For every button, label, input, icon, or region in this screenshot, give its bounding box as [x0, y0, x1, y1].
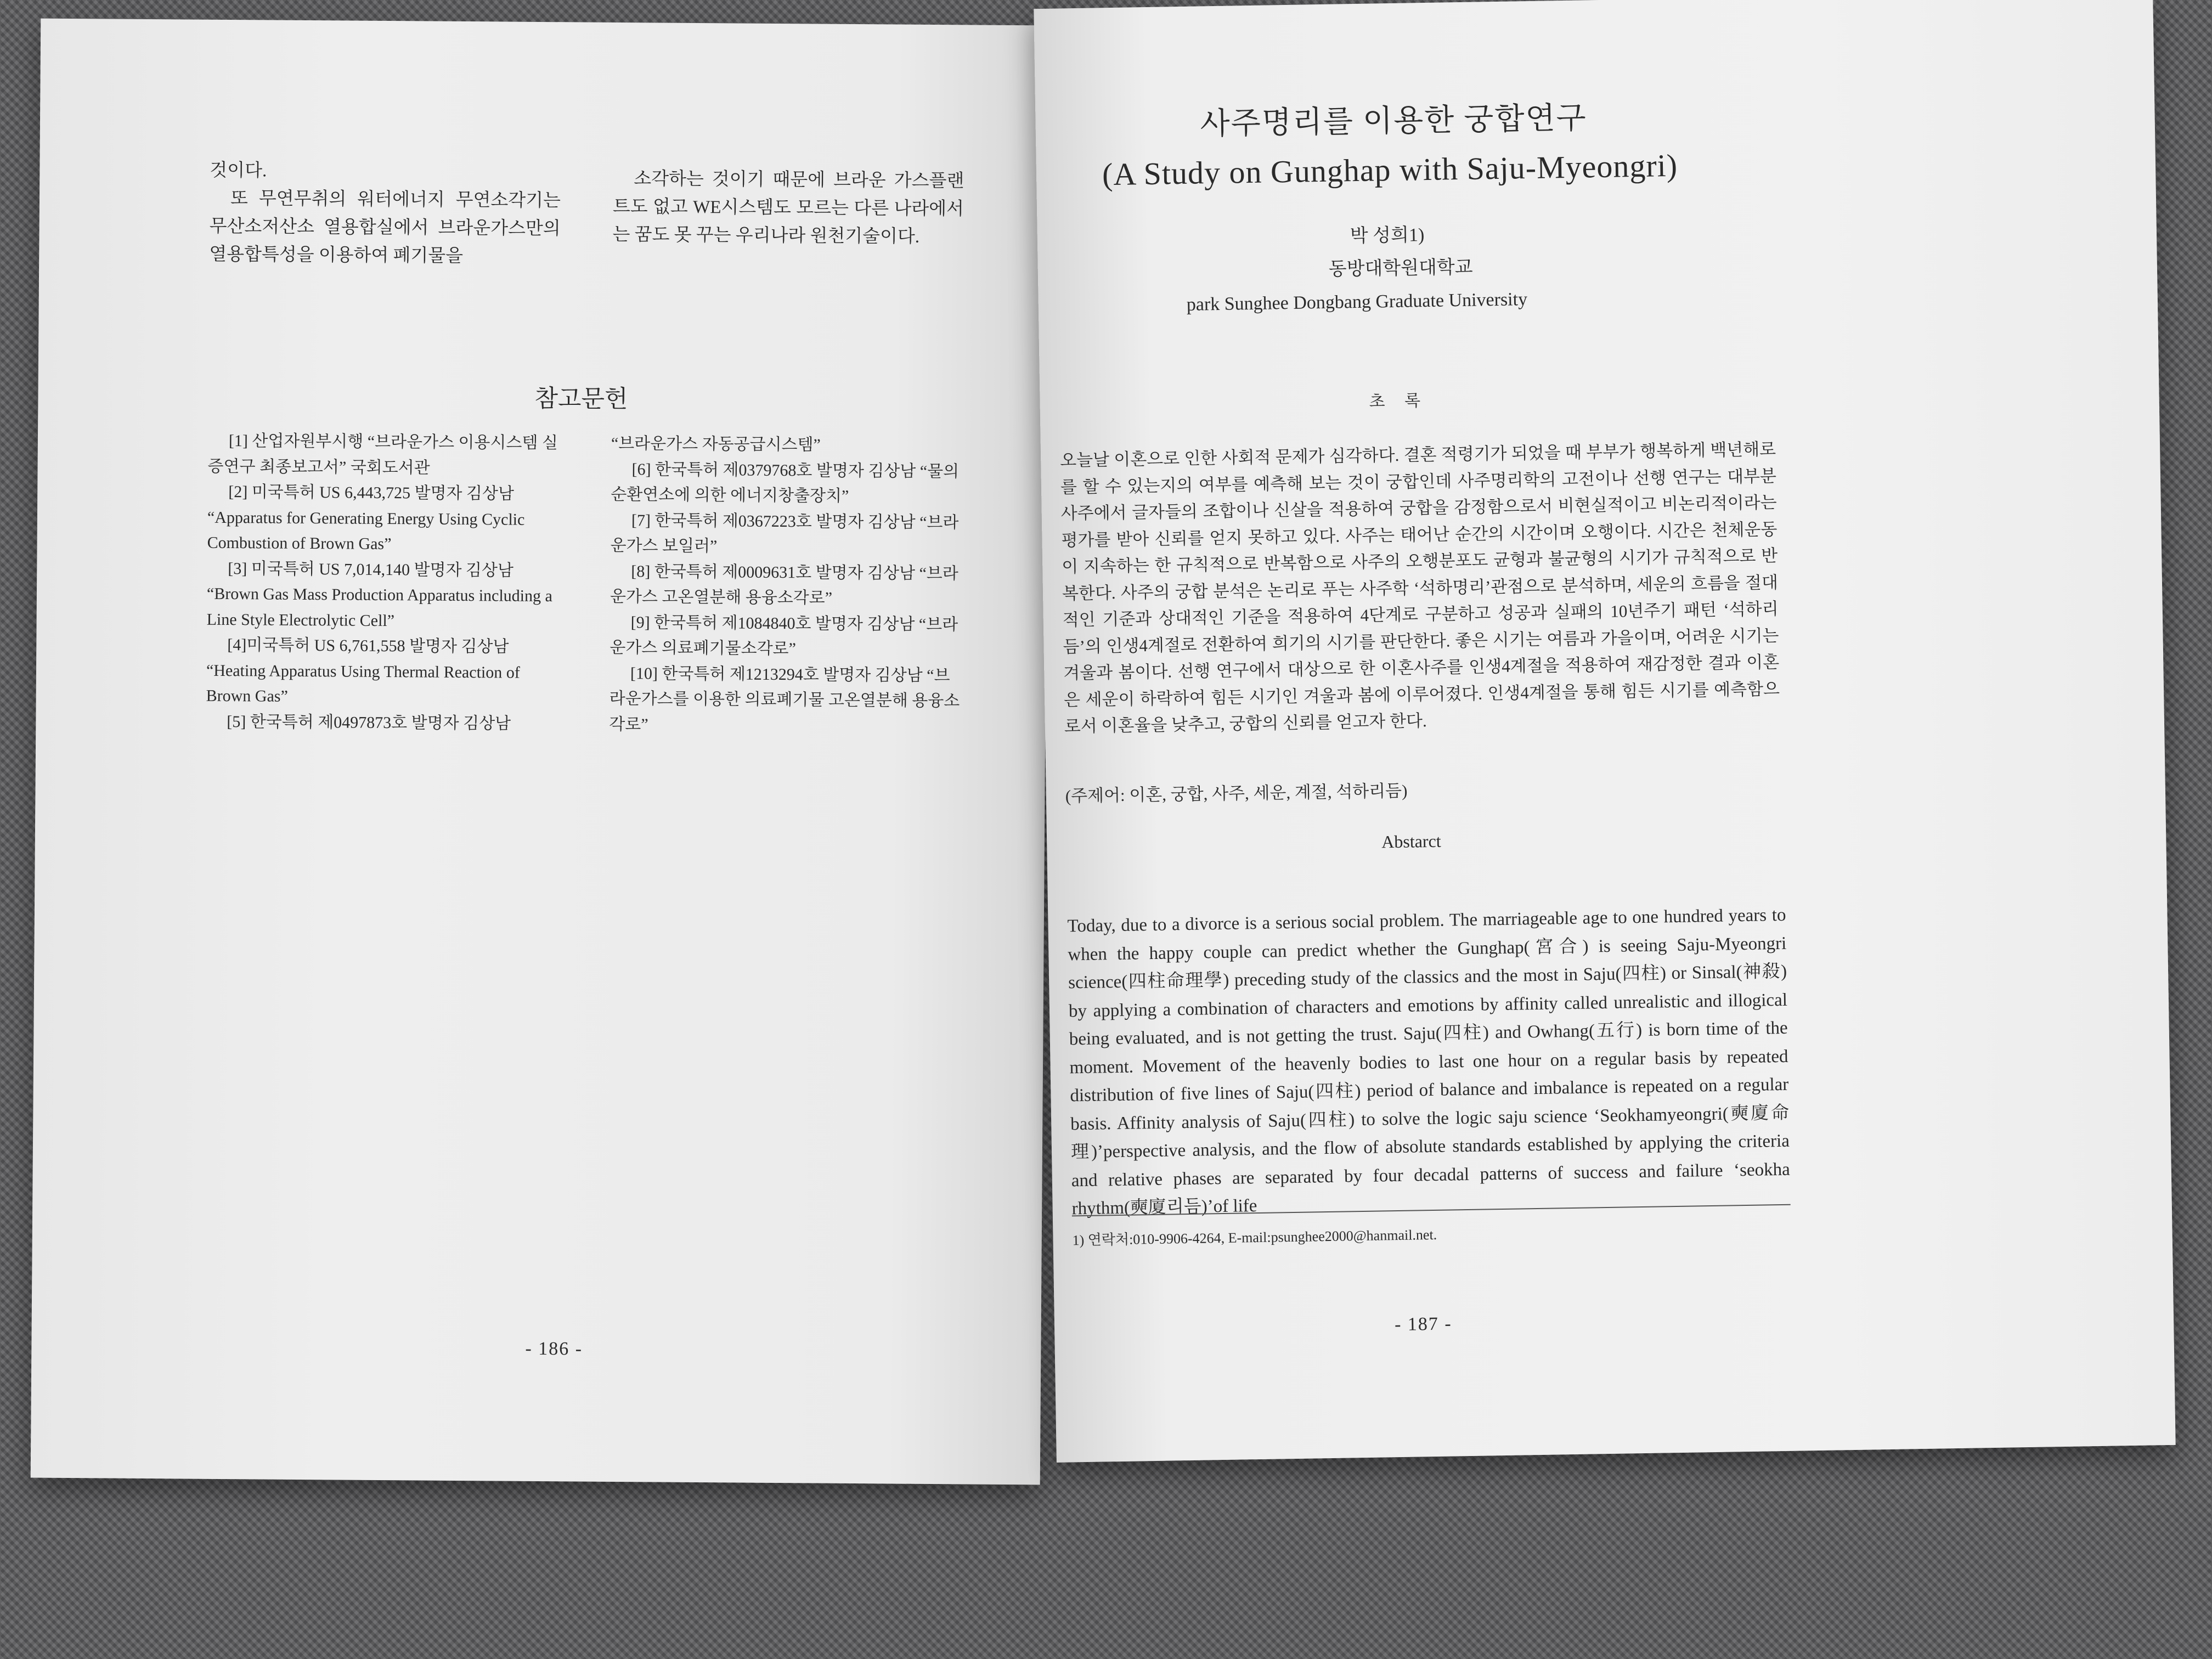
affiliation: 동방대학원대학교: [1328, 257, 1473, 280]
abstract-kr: [1060, 436, 1780, 740]
author-name: 박 성희1): [1350, 225, 1425, 247]
abstract-kr-heading: 초 록: [1369, 391, 1429, 411]
right-page: [1034, 0, 2175, 1463]
references-col1: [206, 428, 559, 737]
reference-item: [4]미국특허 US 6,761,558 발명자 김상남 “Heating Apparatus Using Thermal Reaction of Brown Gas”: [206, 636, 520, 706]
affiliation-english: park Sunghee Dongbang Graduate University: [1186, 289, 1528, 315]
left-body-col2: [612, 165, 964, 251]
footnote: 1) 연락처:010-9906-4264, E-mail:psunghee2000@hanmail.net.: [1072, 1226, 1437, 1249]
reference-item: [5] 한국특허 제0497873호 발명자 김상남: [227, 712, 511, 733]
references-col2: [609, 431, 962, 740]
references-heading: 참고문헌: [534, 385, 628, 413]
page-number: - 187 -: [1394, 1313, 1453, 1335]
paper-title: 사주명리를 이용한 궁합연구: [1200, 101, 1588, 142]
reference-item: “브라운가스 자동공급시스템”: [611, 434, 821, 454]
reference-item: [10] 한국특허 제1213294호 발명자 김상남 “브라운가스를 이용한 의료폐기물 고온열분해 용융소각로”: [609, 664, 960, 733]
body-text: 소각하는 것이기 때문에 브라운 가스플랜트도 없고 WE시스템도 모르는 다른 나라에서는 꿈도 못 꾸는 우리나라 원천기술이다.: [612, 169, 964, 247]
abstract-en: [1067, 883, 1791, 1242]
reference-item: [7] 한국특허 제0367223호 발명자 김상남 “브라운가스 보일러”: [610, 511, 959, 556]
reference-item: [3] 미국특허 US 7,014,140 발명자 김상남 “Brown Gas Mass Production Apparatus including a Line Style Electrolytic Cell”: [206, 559, 553, 630]
abstract-en-text: Today, due to a divorce is a serious social problem. The marriageable age to one hundred years to when the happy couple can predict whether the Gunghap(宮合) is seeing Saju-Myeongri science(四柱命理學) preceding study of the classics and the most in Saju(四柱) or Sinsal(神殺) by applying a combination of characters and emotions by affinity called unrealistic and illogical being evaluated, and is not getting the trust. Saju(四柱) and Owhang(五行) is born time of the moment. Movement of the heavenly bodies to last one hour on a regular basis by repeated distribution of five lines of Saju(四柱) period of balance and imbalance is repeated on a regular basis. Affinity analysis of Saju(四柱) to solve the logic saju science ‘Seokhamyeongri(奭廈命理)’perspective analysis, and the flow of absolute standards established by applying the criteria and relative phases are separated by four decadal patterns of success and failure ‘seokha rhythm(奭廈리듬)’of life: [1067, 905, 1790, 1219]
paper-title-english: (A Study on Gunghap with Saju-Myeongri): [1102, 147, 1678, 193]
reference-item: [1] 산업자원부시행 “브라운가스 이용시스템 실증연구 최종보고서” 국회도서관: [207, 432, 558, 477]
abstract-kr-text: 오늘날 이혼으로 인한 사회적 문제가 심각하다. 결혼 적령기가 되었을 때 부부가 행복하게 백년해로를 할 수 있는지의 여부를 예측해 보는 것이 궁합인데 사주명리학의 고전이나 선행 연구는 대부분 사주에서 글자들의 조합이나 신살을 적용하여 궁합을 감정함으로서 비현실적이고 비논리적이라는 평가를 받아 신뢰를 얻지 못하고 있다. 사주는 태어난 순간의 시간이며 오행이다. 시간은 천체운동이 지속하는 한 규칙적으로 반복함으로 사주의 오행분포도 균형과 불균형의 시기가 규칙적으로 반복한다. 사주의 궁합 분석은 논리로 푸는 사주학 ‘석하명리’관점으로 분석하며, 세운의 흐름을 절대적인 기준과 상대적인 기준을 적용하여 4단계로 구분하고 성공과 실패의 10년주기 패턴 ‘석하리듬’의 인생4계절로 전환하여 희기의 시기를 판단한다. 좋은 시기는 여름과 가을이며, 어려운 시기는 겨울과 봄이다. 선행 연구에서 대상으로 한 이혼사주를 인생4계절을 적용하여 재감정한 결과 이혼은 세운이 하락하여 힘든 시기인 겨울과 봄에 이루어졌다. 인생4계절을 통해 힘든 시기를 예측함으로서 이혼율을 낮추고, 궁합의 신뢰를 얻고자 한다.: [1059, 439, 1780, 736]
left-page: [31, 19, 1051, 1485]
left-body-col1: [209, 157, 561, 271]
reference-item: [6] 한국특허 제0379768호 발명자 김상남 “물의 순환연소에 의한 에너지창출장치”: [611, 460, 960, 505]
abstract-en-heading: Abstarct: [1381, 831, 1441, 852]
page-number: - 186 -: [525, 1338, 583, 1359]
reference-item: [2] 미국특허 US 6,443,725 발명자 김상남 “Apparatus for Generating Energy Using Cyclic Combustion of Brown Gas”: [207, 483, 525, 554]
body-text: 것이다.: [210, 160, 267, 181]
reference-item: [9] 한국특허 제1084840호 발명자 김상남 “브라운가스 의료폐기물소각로”: [610, 613, 958, 658]
reference-item: [8] 한국특허 제0009631호 발명자 김상남 “브라운가스 고온열분해 용융소각로”: [610, 562, 958, 607]
body-text: 또 무연무취의 워터에너지 무연소각기는 무산소저산소 열용합실에서 브라운가스만의 열용합특성을 이용하여 폐기물을: [209, 189, 561, 266]
keywords: (주제어: 이혼, 궁합, 사주, 세운, 계절, 석하리듬): [1065, 781, 1408, 806]
